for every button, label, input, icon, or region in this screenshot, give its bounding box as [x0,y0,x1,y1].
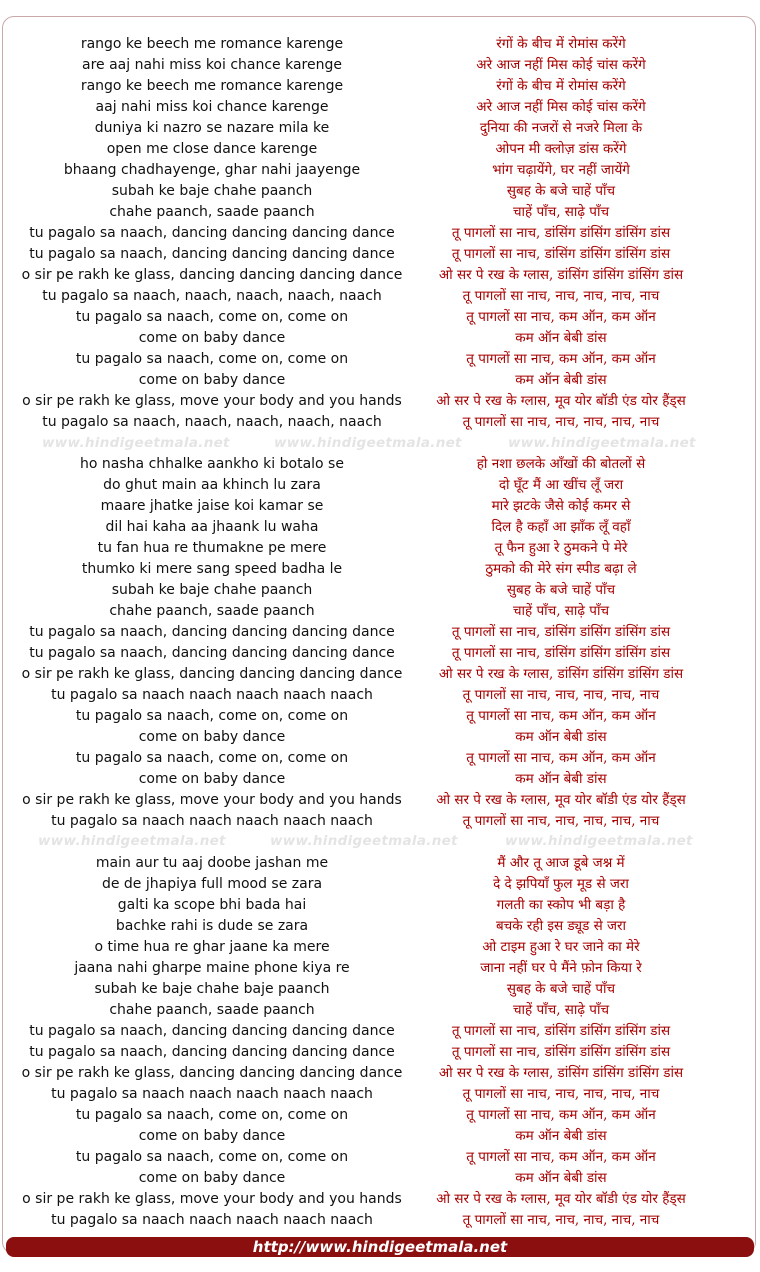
lyric-line-english: tu pagalo sa naach naach naach naach naach [51,813,373,829]
lyric-line-english: o sir pe rakh ke glass, dancing dancing dancing dance [21,1065,403,1081]
lyric-line-english: tu pagalo sa naach, dancing dancing dancing dance [29,1044,395,1060]
lyric-line-hindi: चाहें पाँच, साढ़े पाँच [512,204,610,220]
watermark-text: www.hindigeetmala.net [274,435,462,451]
lyric-line-hindi: ओ सर पे रख के ग्लास, डांसिंग डांसिंग डांसिंग डांस [438,1065,684,1081]
lyric-line-hindi: ओ सर पे रख के ग्लास, मूव योर बॉडी एंड योर हैंड्स [436,1191,686,1207]
lyric-line-hindi: गलती का स्कोप भी बड़ा है [496,897,626,913]
lyric-line-english: tu pagalo sa naach, dancing dancing dancing dance [29,225,395,241]
lyric-line-hindi: तू पागलों सा नाच, डांसिंग डांसिंग डांसिंग डांस [451,645,671,661]
lyric-line-hindi: कम ऑन बेबी डांस [515,771,607,787]
lyric-line-english: thumko ki mere sang speed badha le [81,561,343,577]
lyric-line-english: aaj nahi miss koi chance karenge [95,99,329,115]
lyric-line-english: open me close dance karenge [106,141,318,157]
lyric-line-hindi: रंगों के बीच में रोमांस करेंगे [496,78,626,94]
lyric-line-hindi: ओ सर पे रख के ग्लास, डांसिंग डांसिंग डांसिंग डांस [438,666,684,682]
lyric-line-hindi: तू पागलों सा नाच, कम ऑन, कम ऑन [466,750,656,766]
lyric-line-hindi: कम ऑन बेबी डांस [515,1128,607,1144]
lyric-line-hindi: तू पागलों सा नाच, डांसिंग डांसिंग डांसिंग डांस [451,1044,671,1060]
lyric-line-english: bhaang chadhayenge, ghar nahi jaayenge [63,162,361,178]
lyric-line-english: tu pagalo sa naach, come on, come on [75,708,349,724]
lyric-line-hindi: दिल है कहाँ आ झाँक लूँ वहाँ [491,519,631,535]
lyric-line-english: rango ke beech me romance karenge [80,36,344,52]
lyric-line-english: tu pagalo sa naach, dancing dancing dancing dance [29,1023,395,1039]
watermark-text: www.hindigeetmala.net [270,833,458,849]
lyric-line-english: tu pagalo sa naach, naach, naach, naach, naach [42,288,382,304]
lyric-line-hindi: भांग चढ़ायेंगे, घर नहीं जायेंगे [492,162,630,178]
lyric-line-hindi: तू पागलों सा नाच, कम ऑन, कम ऑन [466,351,656,367]
lyric-line-english: o sir pe rakh ke glass, move your body and you hands [22,1191,402,1207]
lyric-line-hindi: अरे आज नहीं मिस कोई चांस करेंगे [476,99,646,115]
lyric-line-hindi: मैं और तू आज डूबे जश्न में [497,855,625,871]
lyric-line-hindi: तू पागलों सा नाच, डांसिंग डांसिंग डांसिंग डांस [451,624,671,640]
lyric-line-english: tu pagalo sa naach, dancing dancing dancing dance [29,645,395,661]
lyric-line-english: rango ke beech me romance karenge [80,78,344,94]
lyric-line-english: come on baby dance [138,729,286,745]
lyric-line-hindi: दो घूँट मैं आ खींच लूँ जरा [498,477,624,493]
lyric-line-hindi: जाना नहीं घर पे मैंने फ़ोन किया रे [480,960,642,976]
lyric-line-hindi: ओ सर पे रख के ग्लास, डांसिंग डांसिंग डांसिंग डांस [438,267,684,283]
lyric-line-english: dil hai kaha aa jhaank lu waha [105,519,319,535]
lyric-line-english: o sir pe rakh ke glass, move your body and you hands [22,393,402,409]
lyric-line-hindi: मारे झटके जैसे कोई कमर से [491,498,631,514]
lyric-line-english: chahe paanch, saade paanch [109,1002,315,1018]
lyric-line-english: de de jhapiya full mood se zara [101,876,323,892]
lyric-line-english: tu pagalo sa naach, naach, naach, naach, naach [42,414,382,430]
lyric-line-hindi: तू पागलों सा नाच, डांसिंग डांसिंग डांसिंग डांस [451,1023,671,1039]
lyric-line-english: come on baby dance [138,1128,286,1144]
watermark-text: www.hindigeetmala.net [42,435,230,451]
lyric-line-english: tu pagalo sa naach, come on, come on [75,309,349,325]
lyric-line-english: tu pagalo sa naach, come on, come on [75,351,349,367]
lyric-line-english: chahe paanch, saade paanch [109,204,315,220]
lyric-line-english: tu pagalo sa naach, come on, come on [75,1149,349,1165]
lyric-line-hindi: तू पागलों सा नाच, डांसिंग डांसिंग डांसिंग डांस [451,225,671,241]
lyric-line-english: tu pagalo sa naach, come on, come on [75,1107,349,1123]
lyric-line-english: jaana nahi gharpe maine phone kiya re [74,960,350,976]
lyric-line-hindi: तू पागलों सा नाच, कम ऑन, कम ऑन [466,1149,656,1165]
lyric-line-english: tu pagalo sa naach naach naach naach naach [51,1212,373,1228]
lyric-line-english: o sir pe rakh ke glass, dancing dancing dancing dance [21,267,403,283]
lyric-line-english: maare jhatke jaise koi kamar se [100,498,324,514]
footer-bar [6,1237,754,1257]
lyric-line-hindi: तू पागलों सा नाच, नाच, नाच, नाच, नाच [462,1212,660,1228]
lyric-line-english: tu pagalo sa naach naach naach naach naach [51,687,373,703]
lyric-line-hindi: तू पागलों सा नाच, नाच, नाच, नाच, नाच [462,813,660,829]
lyric-line-hindi: कम ऑन बेबी डांस [515,330,607,346]
lyric-line-english: do ghut main aa khinch lu zara [103,477,321,493]
lyric-line-english: ho nasha chhalke aankho ki botalo se [80,456,344,472]
lyric-line-hindi: सुबह के बजे चाहें पाँच [506,582,616,598]
watermark-text: www.hindigeetmala.net [505,833,693,849]
lyric-line-hindi: ओ टाइम हुआ रे घर जाने का मेरे [482,939,640,955]
lyric-line-hindi: तू पागलों सा नाच, डांसिंग डांसिंग डांसिंग डांस [451,246,671,262]
lyric-line-hindi: दुनिया की नजरों से नजरे मिला के [479,120,643,136]
lyric-line-hindi: तू पागलों सा नाच, कम ऑन, कम ऑन [466,1107,656,1123]
lyric-line-english: duniya ki nazro se nazare mila ke [94,120,330,136]
lyric-line-hindi: तू पागलों सा नाच, नाच, नाच, नाच, नाच [462,687,660,703]
lyric-line-english: o sir pe rakh ke glass, move your body and you hands [22,792,402,808]
lyric-line-hindi: दे दे झपियाँ फुल मूड से जरा [493,876,629,892]
lyric-line-hindi: तू पागलों सा नाच, नाच, नाच, नाच, नाच [462,414,660,430]
lyric-line-hindi: कम ऑन बेबी डांस [515,1170,607,1186]
watermark-text: www.hindigeetmala.net [508,435,696,451]
lyric-line-english: tu pagalo sa naach, come on, come on [75,750,349,766]
lyric-line-hindi: सुबह के बजे चाहें पाँच [506,981,616,997]
lyric-line-english: o time hua re ghar jaane ka mere [94,939,330,955]
lyric-line-hindi: चाहें पाँच, साढ़े पाँच [512,1002,610,1018]
lyric-line-english: bachke rahi is dude se zara [115,918,309,934]
lyric-line-hindi: बचके रही इस ड्यूड से जरा [495,918,627,934]
lyric-line-hindi: तू पागलों सा नाच, नाच, नाच, नाच, नाच [462,288,660,304]
lyric-line-english: come on baby dance [138,372,286,388]
lyric-line-english: come on baby dance [138,1170,286,1186]
lyric-line-hindi: कम ऑन बेबी डांस [515,729,607,745]
lyric-line-english: come on baby dance [138,771,286,787]
lyric-line-hindi: हो नशा छलके आँखों की बोतलों से [476,456,646,472]
footer-site-link[interactable]: http://www.hindigeetmala.net [252,1238,508,1256]
lyric-line-english: are aaj nahi miss koi chance karenge [82,57,342,73]
lyric-line-hindi: रंगों के बीच में रोमांस करेंगे [496,36,626,52]
lyric-line-english: subah ke baje chahe paanch [111,582,313,598]
lyric-line-hindi: तू पागलों सा नाच, नाच, नाच, नाच, नाच [462,1086,660,1102]
lyric-line-english: o sir pe rakh ke glass, dancing dancing dancing dance [21,666,403,682]
lyric-line-hindi: तू पागलों सा नाच, कम ऑन, कम ऑन [466,309,656,325]
lyric-line-english: main aur tu aaj doobe jashan me [95,855,329,871]
lyric-line-english: tu pagalo sa naach, dancing dancing dancing dance [29,246,395,262]
lyric-line-hindi: तू पागलों सा नाच, कम ऑन, कम ऑन [466,708,656,724]
lyric-line-hindi: ओपन मी क्लोज़ डांस करेंगे [495,141,627,157]
lyric-line-hindi: सुबह के बजे चाहें पाँच [506,183,616,199]
lyric-line-english: chahe paanch, saade paanch [109,603,315,619]
lyric-line-hindi: ठुमको की मेरे संग स्पीड बढ़ा ले [485,561,637,577]
lyric-line-hindi: ओ सर पे रख के ग्लास, मूव योर बॉडी एंड योर हैंड्स [436,393,686,409]
lyric-line-hindi: ओ सर पे रख के ग्लास, मूव योर बॉडी एंड योर हैंड्स [436,792,686,808]
lyric-line-hindi: अरे आज नहीं मिस कोई चांस करेंगे [476,57,646,73]
lyric-line-english: tu fan hua re thumakne pe mere [97,540,327,556]
lyric-line-hindi: चाहें पाँच, साढ़े पाँच [512,603,610,619]
watermark-text: www.hindigeetmala.net [38,833,226,849]
lyric-line-english: galti ka scope bhi bada hai [117,897,307,913]
lyric-line-english: tu pagalo sa naach naach naach naach naach [51,1086,373,1102]
lyric-line-english: subah ke baje chahe baje paanch [94,981,330,997]
lyric-line-hindi: तू फैन हुआ रे ठुमकने पे मेरे [494,540,628,556]
lyric-line-english: tu pagalo sa naach, dancing dancing dancing dance [29,624,395,640]
lyric-line-english: come on baby dance [138,330,286,346]
lyric-line-english: subah ke baje chahe paanch [111,183,313,199]
lyric-line-hindi: कम ऑन बेबी डांस [515,372,607,388]
